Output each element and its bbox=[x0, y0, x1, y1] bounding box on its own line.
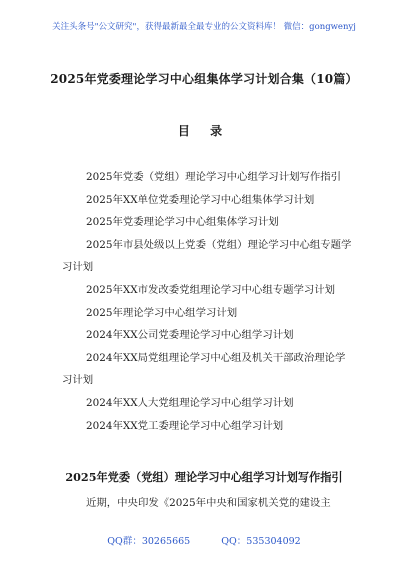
table-of-contents bbox=[62, 166, 352, 437]
toc-item[interactable]: 2025年XX单位党委理论学习中心组集体学习计划 bbox=[86, 193, 315, 206]
document-title: 2025年党委理论学习中心组集体学习计划合集（10篇） bbox=[50, 72, 358, 86]
footer-qq-number: QQ：535304092 bbox=[221, 536, 301, 547]
toc-item[interactable]: 2024年XX党工委理论学习中心组学习计划 bbox=[86, 419, 284, 432]
toc-item[interactable]: 2024年XX人大党组理论学习中心组学习计划 bbox=[86, 396, 294, 409]
footer-qq-group: QQ群：30265665 bbox=[107, 536, 191, 547]
toc-item[interactable]: 2024年XX局党组理论学习中心组及机关干部政治理论学习计划 bbox=[62, 351, 346, 387]
footer-contact bbox=[0, 533, 408, 547]
toc-heading: 目 录 bbox=[177, 124, 231, 138]
header-note: 关注头条号"公文研究"，获得最新最全最专业的公文资料库！ 微信：gongwenyj bbox=[52, 22, 356, 32]
toc-item[interactable]: 2025年党委（党组）理论学习中心组学习计划写作指引 bbox=[86, 171, 342, 183]
toc-item[interactable]: 2025年XX市发改委党组理论学习中心组专题学习计划 bbox=[86, 283, 336, 296]
toc-item[interactable]: 2025年党委理论学习中心组集体学习计划 bbox=[86, 216, 279, 229]
toc-item[interactable]: 2025年理论学习中心组学习计划 bbox=[86, 306, 238, 319]
toc-item[interactable]: 2025年市县处级以上党委（党组）理论学习中心组专题学习计划 bbox=[62, 238, 352, 274]
toc-item[interactable]: 2024年XX公司党委理论学习中心组学习计划 bbox=[86, 329, 294, 342]
body-paragraph: 近期，中央印发《2025年中央和国家机关党的建设主 bbox=[86, 497, 331, 509]
section-title: 2025年党委（党组）理论学习中心组学习计划写作指引 bbox=[65, 470, 343, 484]
